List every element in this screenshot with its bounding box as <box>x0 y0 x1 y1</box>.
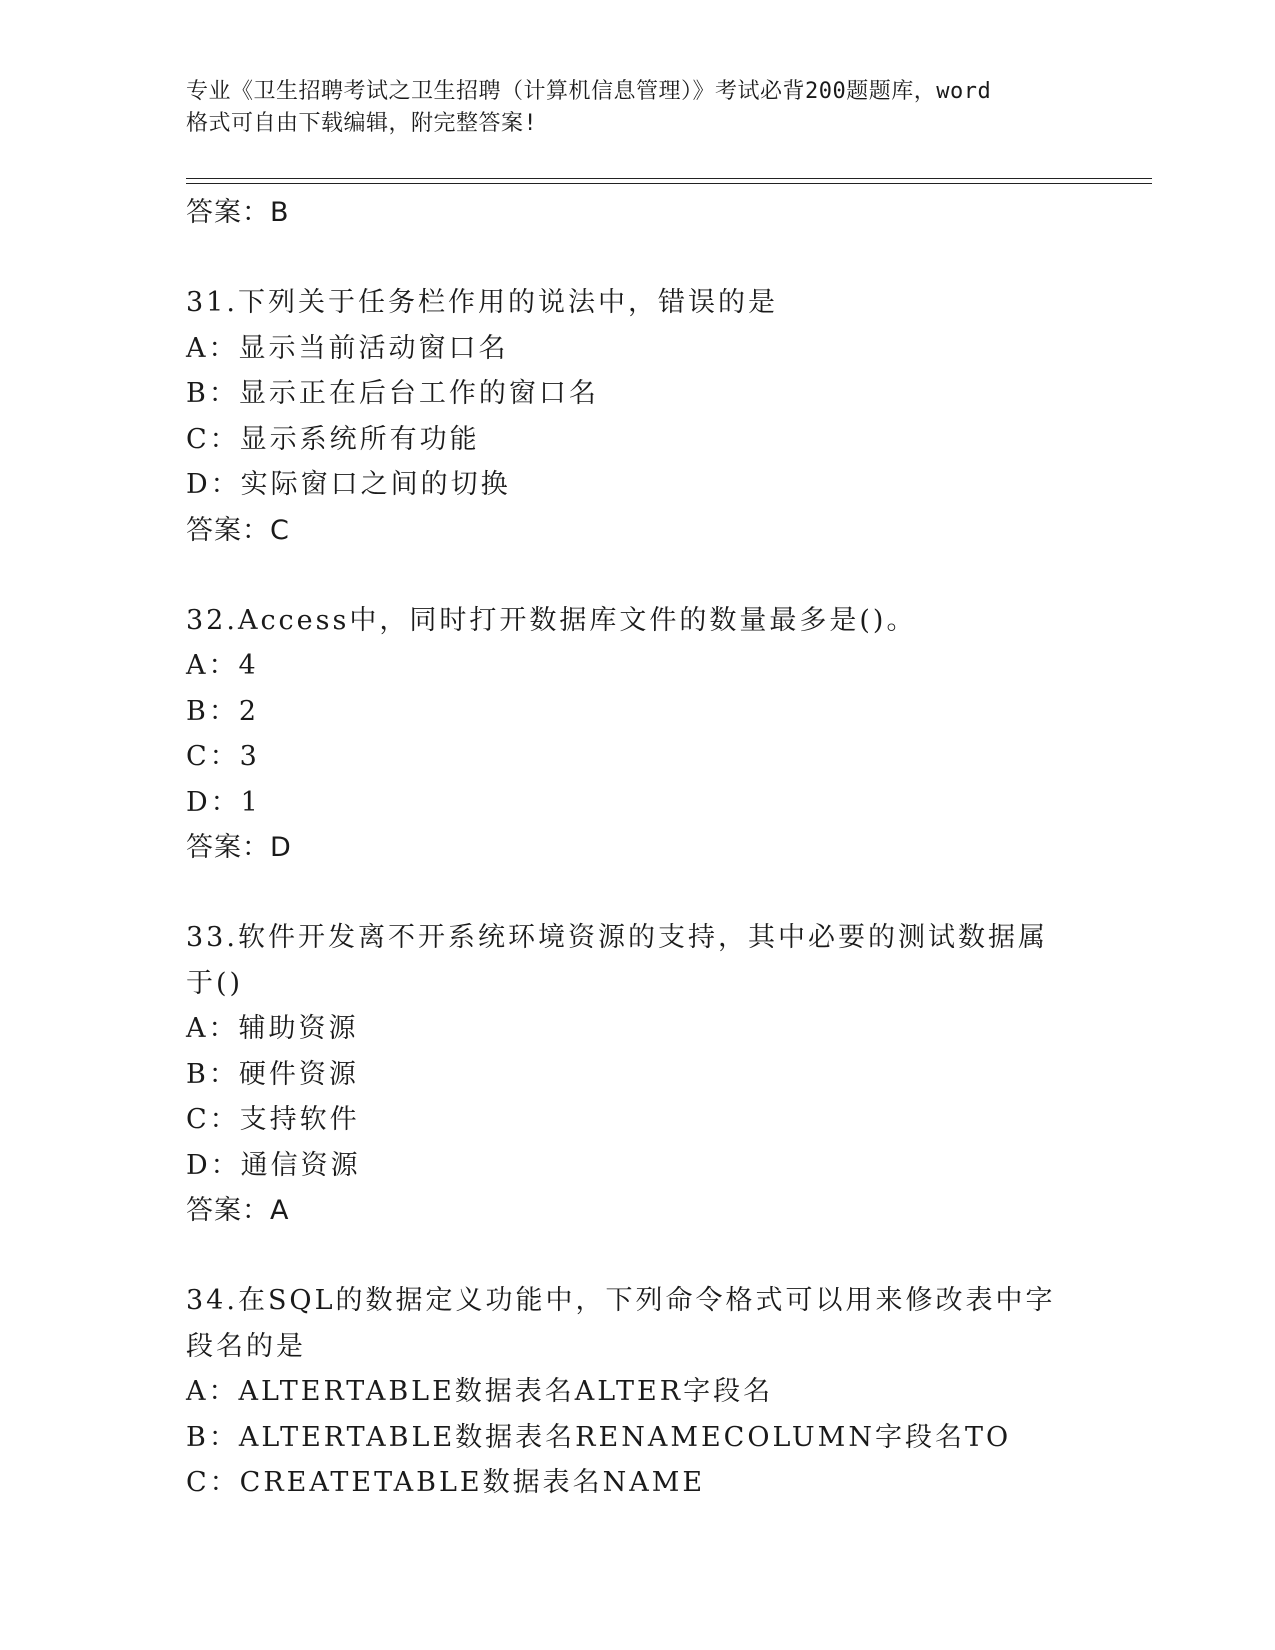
question-text: 31.下列关于任务栏作用的说法中，错误的是 <box>186 287 778 318</box>
answer-line: 答案：C <box>186 514 290 546</box>
question-text: 33.软件开发离不开系统环境资源的支持，其中必要的测试数据属于() <box>186 922 1048 999</box>
option-a: A：ALTERTABLE数据表名ALTER字段名 <box>186 1376 774 1407</box>
answer-line: 答案：A <box>186 1195 290 1226</box>
option-a: A：4 <box>186 650 259 681</box>
option-d: D：1 <box>186 786 261 818</box>
option-b: B：2 <box>186 695 260 727</box>
option-b: B：ALTERTABLE数据表名RENAMECOLUMN字段名TO <box>186 1421 1012 1453</box>
previous-answer: 答案：B <box>186 197 290 228</box>
option-b: B：硬件资源 <box>186 1058 359 1090</box>
question-text: 34.在SQL的数据定义功能中，下列命令格式可以用来修改表中字段名的是 <box>186 1285 1056 1362</box>
option-a: A：辅助资源 <box>186 1013 359 1044</box>
answer-line: 答案：D <box>186 832 292 863</box>
question-34 <box>186 1278 1152 1506</box>
header-line-1: 专业《卫生招聘考试之卫生招聘（计算机信息管理）》考试必背200题题库，word <box>186 79 992 104</box>
question-text: 32.Access中，同时打开数据库文件的数量最多是()。 <box>186 604 917 636</box>
question-33 <box>186 915 1152 1233</box>
header-divider-top <box>186 178 1152 179</box>
header-divider-bottom <box>186 183 1152 184</box>
option-a: A：显示当前活动窗口名 <box>186 332 509 364</box>
option-d: D：实际窗口之间的切换 <box>186 469 511 500</box>
option-d: D：通信资源 <box>186 1149 361 1181</box>
option-c: C：3 <box>186 741 260 772</box>
option-c: C：显示系统所有功能 <box>186 423 480 455</box>
question-list <box>186 190 1152 1506</box>
option-b: B：显示正在后台工作的窗口名 <box>186 378 599 409</box>
document-header <box>186 76 1086 140</box>
question-32 <box>186 598 1152 871</box>
option-c: C：支持软件 <box>186 1104 360 1135</box>
option-c: C：CREATETABLE数据表名NAME <box>186 1467 706 1498</box>
header-line-2: 格式可自由下载编辑，附完整答案! <box>186 111 538 136</box>
question-31 <box>186 280 1152 553</box>
